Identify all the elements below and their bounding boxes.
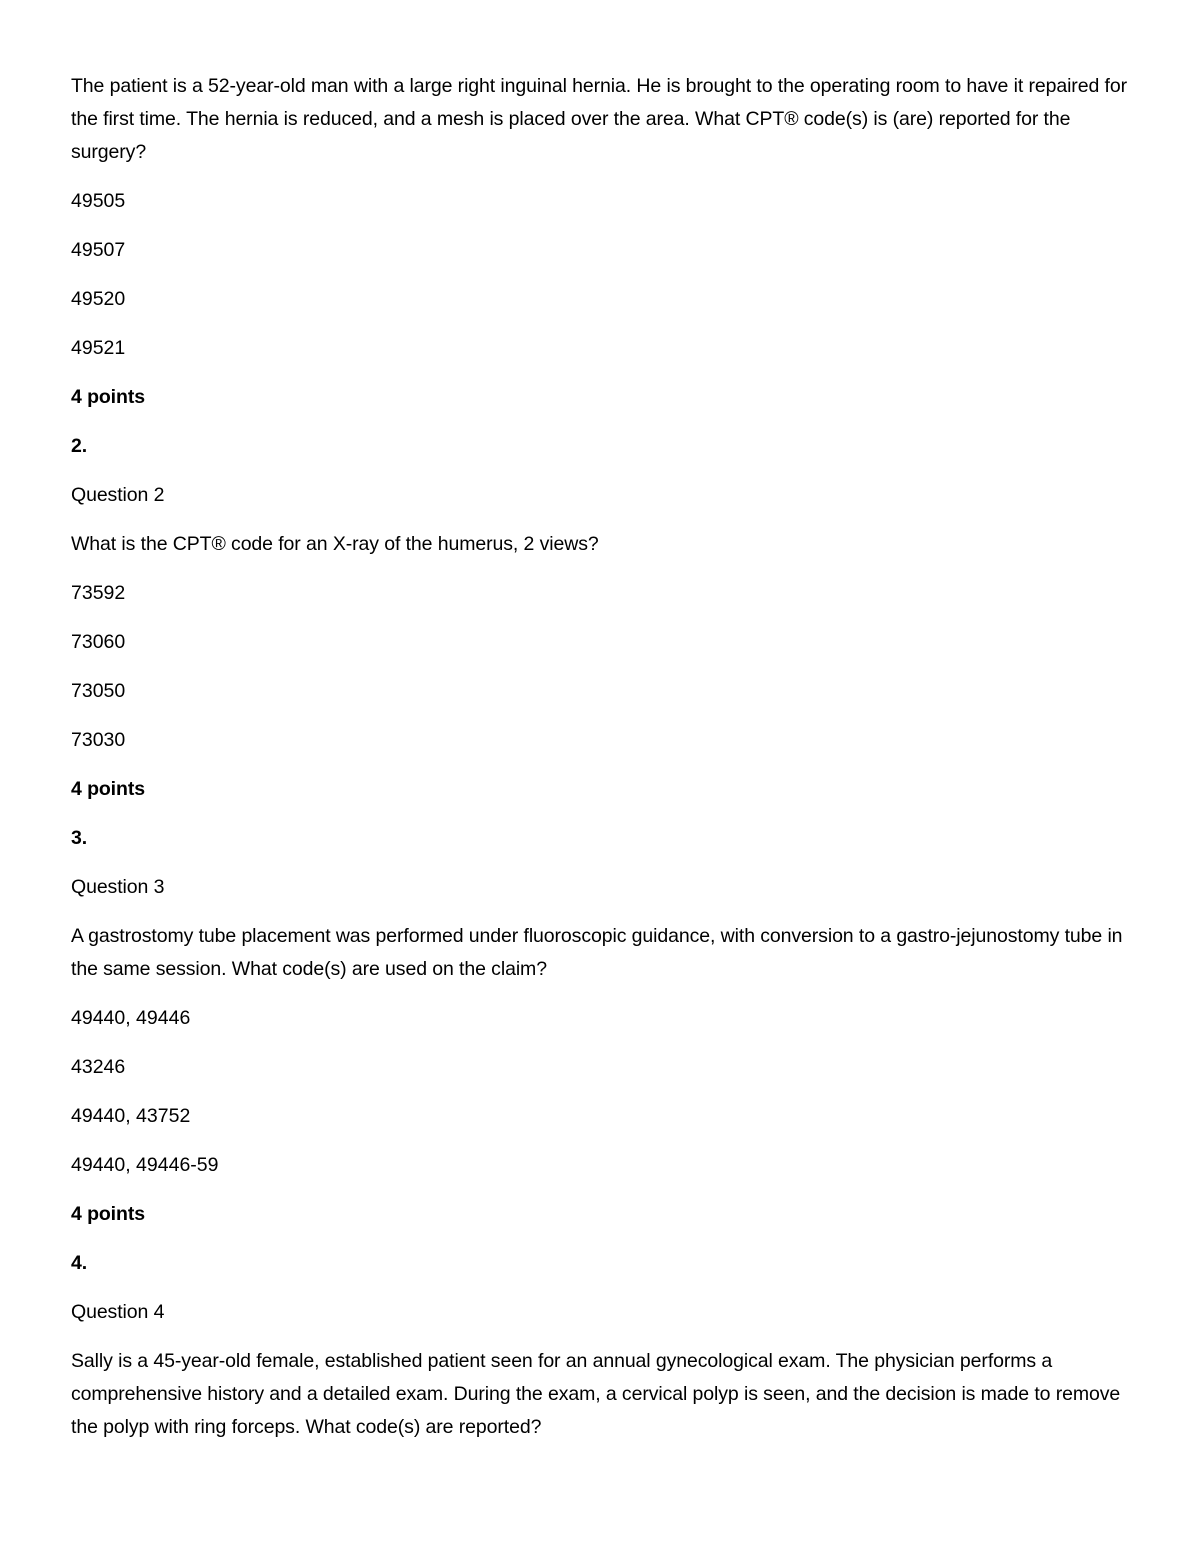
question-2-option-3: 73050	[71, 680, 126, 702]
question-3-option-3: 49440, 43752	[71, 1105, 191, 1127]
question-2	[71, 430, 1130, 806]
question-3-label: Question 3	[71, 876, 165, 898]
question-3-option-1: 49440, 49446	[71, 1007, 191, 1029]
question-1-option-4: 49521	[71, 337, 126, 359]
question-1-option-3: 49520	[71, 288, 126, 310]
question-1-text: The patient is a 52-year-old man with a large right inguinal hernia. He is brought to the operating room to have it repaired for the first time. The hernia is reduced, and a mesh is placed over the area. What CPT® code(s) is (are) reported for the surgery?	[71, 75, 1127, 163]
question-4	[71, 1247, 1130, 1444]
question-4-number: 4.	[71, 1252, 88, 1274]
question-3-option-2: 43246	[71, 1056, 126, 1078]
question-3-text: A gastrostomy tube placement was performed under fluoroscopic guidance, with conversion to a gastro-jejunostomy tube in the same session. What code(s) are used on the claim?	[71, 925, 1123, 980]
question-2-option-1: 73592	[71, 582, 126, 604]
question-2-text: What is the CPT® code for an X-ray of the humerus, 2 views?	[71, 533, 599, 555]
question-1	[71, 70, 1130, 414]
question-2-option-2: 73060	[71, 631, 126, 653]
question-2-option-4: 73030	[71, 729, 126, 751]
question-3	[71, 822, 1130, 1231]
question-2-number: 2.	[71, 435, 88, 457]
question-4-label: Question 4	[71, 1301, 165, 1323]
question-1-option-1: 49505	[71, 190, 126, 212]
question-1-option-2: 49507	[71, 239, 126, 261]
question-1-points: 4 points	[71, 386, 145, 408]
question-3-number: 3.	[71, 827, 88, 849]
question-2-label: Question 2	[71, 484, 165, 506]
question-4-text: Sally is a 45-year-old female, established patient seen for an annual gynecological exam. The physician performs a comprehensive history and a detailed exam. During the exam, a cervical polyp is seen, and the decision is made to remove the polyp with ring forceps. What code(s) are reported?	[71, 1350, 1121, 1438]
question-3-points: 4 points	[71, 1203, 145, 1225]
question-3-option-4: 49440, 49446-59	[71, 1154, 219, 1176]
question-2-points: 4 points	[71, 778, 145, 800]
